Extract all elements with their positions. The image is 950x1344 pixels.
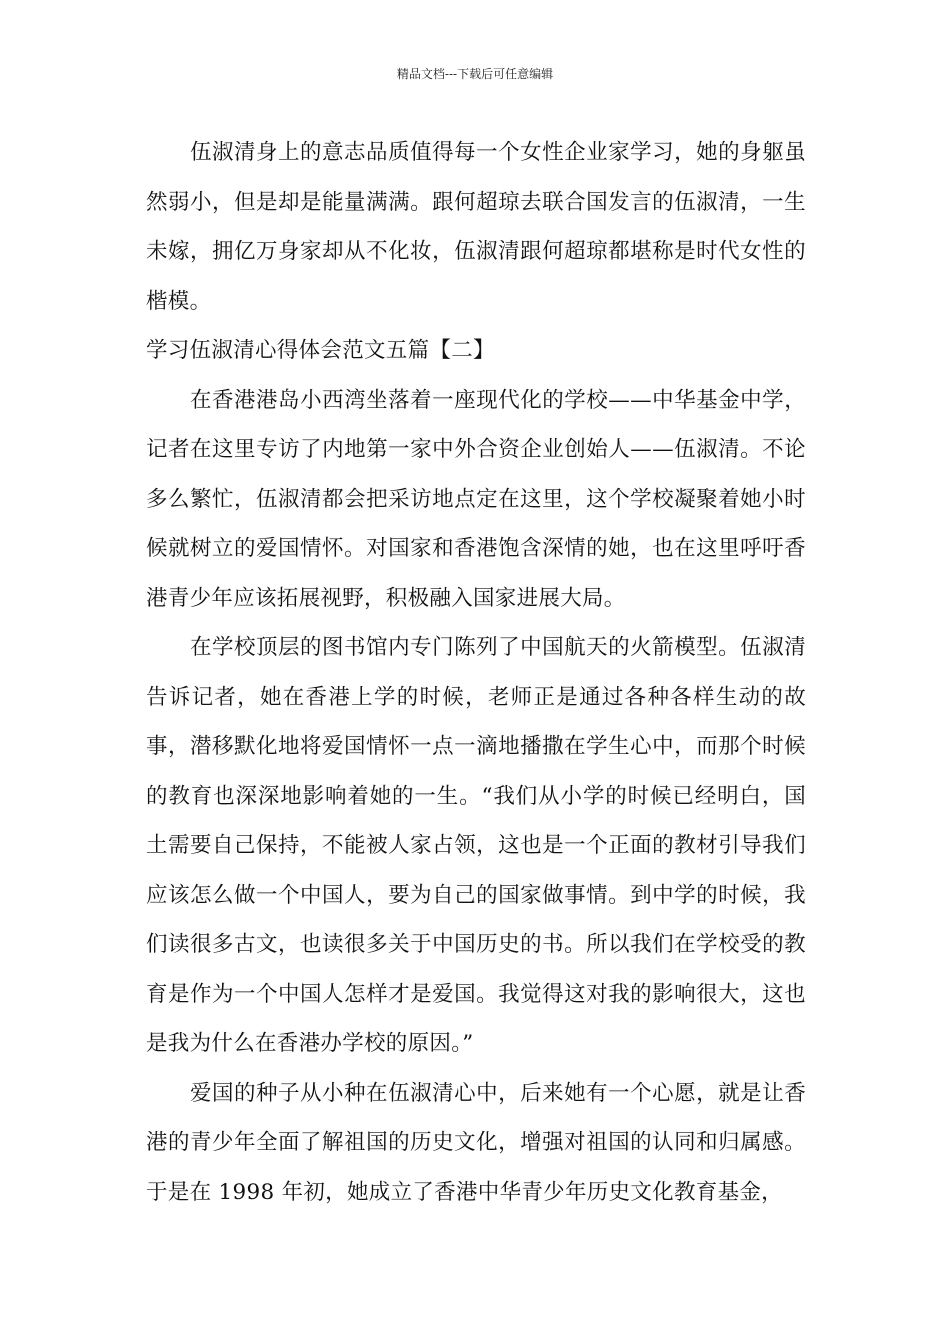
section-heading: 学习伍淑清心得体会范文五篇【二】 — [146, 338, 495, 363]
body-paragraph: 爱国的种子从小种在伍淑清心中，后来她有一个心愿，就是让香港的青少年全面了解祖国的历史文化，增强对祖国的认同和归属感。于是在 1998 年初，她成立了香港中华青少年历史文化教育基金， — [146, 1080, 806, 1205]
page-header: 精品文档---下载后可任意编辑 — [396, 67, 554, 81]
body-paragraph: 伍淑清身上的意志品质值得每一个女性企业家学习，她的身躯虽然弱小，但是却是能量满满。跟何超琼去联合国发言的伍淑清，一生未嫁，拥亿万身家却从不化妆，伍淑清跟何超琼都堪称是时代女性的楷模。 — [146, 140, 806, 314]
document-body — [146, 128, 806, 1217]
body-paragraph: 在香港港岛小西湾坐落着一座现代化的学校——中华基金中学，记者在这里专访了内地第一家中外合资企业创始人——伍淑清。不论多么繁忙，伍淑清都会把采访地点定在这里，这个学校凝聚着她小时候就树立的爱国情怀。对国家和香港饱含深情的她，也在这里呼吁香港青少年应该拓展视野，积极融入国家进展大局。 — [146, 387, 806, 611]
body-paragraph: 在学校顶层的图书馆内专门陈列了中国航天的火箭模型。伍淑清告诉记者，她在香港上学的时候，老师正是通过各种各样生动的故事，潜移默化地将爱国情怀一点一滴地播撒在学生心中，而那个时候的教育也深深地影响着她的一生。“我们从小学的时候已经明白，国土需要自己保持，不能被人家占领，这也是一个正面的教材引导我们应该怎么做一个中国人，要为自己的国家做事情。到中学的时候，我们读很多古文，也读很多关于中国历史的书。所以我们在学校受的教育是作为一个中国人怎样才是爱国。我觉得这对我的影响很大，这也是我为什么在香港办学校的原因。” — [146, 635, 806, 1056]
